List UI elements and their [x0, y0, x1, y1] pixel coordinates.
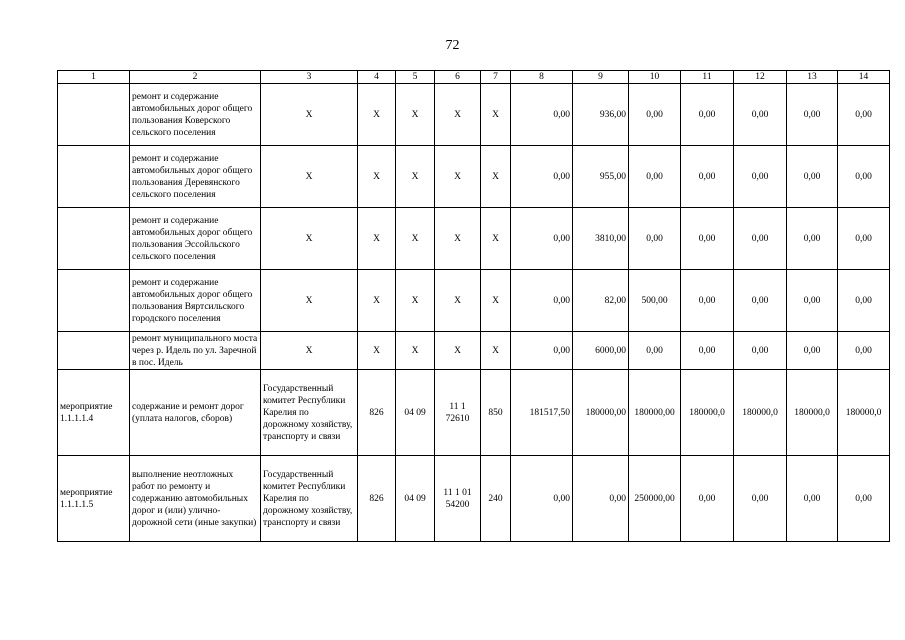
code-cell: 11 1 72610 [435, 370, 481, 456]
value-cell: 0,00 [838, 270, 890, 332]
value-cell: 0,00 [838, 84, 890, 146]
value-cell: 0,00 [629, 84, 681, 146]
value-cell: 180000,0 [681, 370, 734, 456]
code-cell: Х [358, 332, 396, 370]
table-row [58, 270, 890, 332]
responsible-cell: Х [261, 208, 358, 270]
value-cell: 0,00 [511, 146, 573, 208]
code-cell: Х [358, 270, 396, 332]
value-cell: 0,00 [573, 456, 629, 542]
responsible-cell: Х [261, 270, 358, 332]
code-cell: Х [481, 270, 511, 332]
measure-cell [58, 270, 130, 332]
column-number: 5 [396, 71, 435, 84]
value-cell: 180000,0 [787, 370, 838, 456]
code-cell: 850 [481, 370, 511, 456]
code-cell: Х [396, 84, 435, 146]
value-cell: 0,00 [838, 146, 890, 208]
value-cell: 0,00 [838, 208, 890, 270]
value-cell: 0,00 [734, 270, 787, 332]
description-cell: ремонт и содержание автомобильных дорог общего пользования Деревянского сельского поселения [130, 146, 261, 208]
code-cell: Х [396, 332, 435, 370]
value-cell: 0,00 [787, 270, 838, 332]
code-cell: 11 1 01 54200 [435, 456, 481, 542]
value-cell: 0,00 [629, 146, 681, 208]
code-cell: Х [396, 208, 435, 270]
table-row [58, 146, 890, 208]
table-row [58, 208, 890, 270]
value-cell: 180000,0 [838, 370, 890, 456]
column-number-row [58, 71, 890, 84]
column-number: 3 [261, 71, 358, 84]
description-cell: выполнение неотложных работ по ремонту и содержанию автомобильных дорог и (или) улично-дорожной сети (иные закупки) [130, 456, 261, 542]
description-cell: содержание и ремонт дорог (уплата налогов, сборов) [130, 370, 261, 456]
description-cell: ремонт и содержание автомобильных дорог общего пользования Коверского сельского поселения [130, 84, 261, 146]
column-number: 12 [734, 71, 787, 84]
value-cell: 0,00 [629, 208, 681, 270]
value-cell: 6000,00 [573, 332, 629, 370]
code-cell: Х [358, 146, 396, 208]
value-cell: 0,00 [681, 270, 734, 332]
value-cell: 0,00 [511, 332, 573, 370]
measure-cell [58, 208, 130, 270]
measure-cell: мероприятие 1.1.1.1.4 [58, 370, 130, 456]
value-cell: 0,00 [838, 332, 890, 370]
code-cell: Х [481, 84, 511, 146]
value-cell: 180000,00 [629, 370, 681, 456]
value-cell: 936,00 [573, 84, 629, 146]
value-cell: 0,00 [734, 208, 787, 270]
value-cell: 180000,00 [573, 370, 629, 456]
description-cell: ремонт и содержание автомобильных дорог общего пользования Эссойльского сельского поселения [130, 208, 261, 270]
value-cell: 0,00 [734, 146, 787, 208]
table-row [58, 84, 890, 146]
value-cell: 250000,00 [629, 456, 681, 542]
value-cell: 0,00 [787, 208, 838, 270]
value-cell: 0,00 [511, 270, 573, 332]
table-row [58, 332, 890, 370]
code-cell: 826 [358, 370, 396, 456]
value-cell: 0,00 [511, 84, 573, 146]
value-cell: 82,00 [573, 270, 629, 332]
code-cell: Х [435, 208, 481, 270]
measure-cell [58, 332, 130, 370]
column-number: 9 [573, 71, 629, 84]
value-cell: 0,00 [838, 456, 890, 542]
code-cell: 04 09 [396, 370, 435, 456]
code-cell: Х [435, 270, 481, 332]
column-number: 10 [629, 71, 681, 84]
description-cell: ремонт и содержание автомобильных дорог общего пользования Вяртсильского городского поселения [130, 270, 261, 332]
responsible-cell: Государственный комитет Республики Карелия по дорожному хозяйству, транспорту и связи [261, 456, 358, 542]
budget-table [57, 70, 890, 542]
description-cell: ремонт муниципального моста через р. Идель по ул. Заречной в пос. Идель [130, 332, 261, 370]
page-number: 72 [445, 38, 460, 53]
value-cell: 0,00 [734, 84, 787, 146]
value-cell: 0,00 [787, 84, 838, 146]
code-cell: Х [396, 270, 435, 332]
code-cell: Х [435, 84, 481, 146]
code-cell: Х [481, 146, 511, 208]
value-cell: 0,00 [681, 332, 734, 370]
column-number: 6 [435, 71, 481, 84]
value-cell: 181517,50 [511, 370, 573, 456]
column-number: 14 [838, 71, 890, 84]
value-cell: 180000,0 [734, 370, 787, 456]
responsible-cell: Х [261, 84, 358, 146]
code-cell: 240 [481, 456, 511, 542]
column-number: 11 [681, 71, 734, 84]
table-row [58, 370, 890, 456]
value-cell: 0,00 [681, 208, 734, 270]
responsible-cell: Х [261, 146, 358, 208]
value-cell: 0,00 [787, 456, 838, 542]
column-number: 7 [481, 71, 511, 84]
value-cell: 0,00 [681, 84, 734, 146]
responsible-cell: Х [261, 332, 358, 370]
value-cell: 0,00 [681, 146, 734, 208]
value-cell: 0,00 [734, 332, 787, 370]
value-cell: 0,00 [787, 332, 838, 370]
value-cell: 955,00 [573, 146, 629, 208]
measure-cell: мероприятие 1.1.1.1.5 [58, 456, 130, 542]
code-cell: 826 [358, 456, 396, 542]
value-cell: 0,00 [629, 332, 681, 370]
code-cell: Х [481, 332, 511, 370]
value-cell: 0,00 [511, 208, 573, 270]
table-row [58, 456, 890, 542]
code-cell: 04 09 [396, 456, 435, 542]
code-cell: Х [481, 208, 511, 270]
column-number: 2 [130, 71, 261, 84]
code-cell: Х [358, 84, 396, 146]
measure-cell [58, 146, 130, 208]
value-cell: 0,00 [681, 456, 734, 542]
column-number: 8 [511, 71, 573, 84]
value-cell: 0,00 [734, 456, 787, 542]
value-cell: 500,00 [629, 270, 681, 332]
column-number: 13 [787, 71, 838, 84]
column-number: 1 [58, 71, 130, 84]
value-cell: 0,00 [511, 456, 573, 542]
responsible-cell: Государственный комитет Республики Карелия по дорожному хозяйству, транспорту и связи [261, 370, 358, 456]
value-cell: 0,00 [787, 146, 838, 208]
code-cell: Х [358, 208, 396, 270]
code-cell: Х [435, 332, 481, 370]
value-cell: 3810,00 [573, 208, 629, 270]
code-cell: Х [396, 146, 435, 208]
code-cell: Х [435, 146, 481, 208]
measure-cell [58, 84, 130, 146]
column-number: 4 [358, 71, 396, 84]
